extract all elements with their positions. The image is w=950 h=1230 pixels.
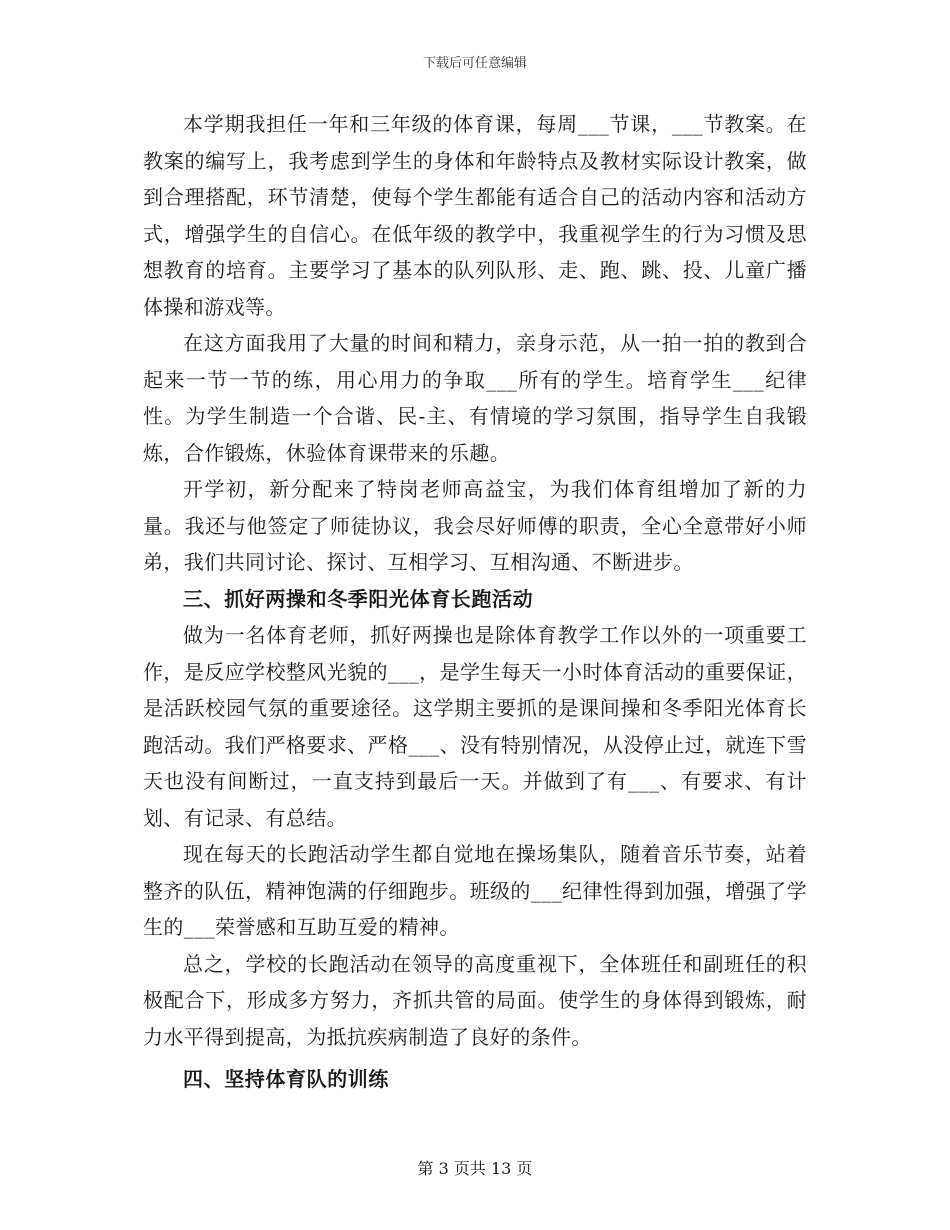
paragraph: 做为一名体育老师，抓好两操也是除体育教学工作以外的一项重要工作，是反应学校整风光貌的___，是学生每天一小时体育活动的重要保证，是活跃校园气氛的重要途径。这学期主要抓的是课间操和冬季阳光体育长跑活动。我们严格要求、严格___、没有特别情况，从没停止过，就连下雪天也没有间断过，一直支持到最后一天。并做到了有___、有要求、有计划、有记录、有总结。 (143, 623, 807, 830)
paragraph: 在这方面我用了大量的时间和精力，亲身示范，从一拍一拍的教到合起来一节一节的练，用心用力的争取___所有的学生。培育学生___纪律性。为学生制造一个合谐、民-主、有情境的学习氛围，指导学生自我锻炼，合作锻炼，休验体育课带来的乐趣。 (143, 331, 807, 465)
page-footer: 第 3 页共 13 页 (417, 1159, 533, 1178)
paragraph: 现在每天的长跑活动学生都自觉地在操场集队，随着音乐节奏，站着整齐的队伍，精神饱满的仔细跑步。班级的___纪律性得到加强，增强了学生的___荣誉感和互助互爱的精神。 (143, 842, 807, 939)
section-heading: 四、坚持体育队的训练 (183, 1067, 389, 1091)
page-header: 下载后可任意编辑 (422, 56, 527, 71)
paragraph: 本学期我担任一年和三年级的体育课，每周___节课，___节教案。在教案的编写上，我考虑到学生的身体和年龄特点及教材实际设计教案，做到合理搭配，环节清楚，使每个学生都能有适合自己的活动内容和活动方式，增强学生的自信心。在低年级的教学中，我重视学生的行为习惯及思想教育的培育。主要学习了基本的队列队形、走、跑、跳、投、儿童广播体操和游戏等。 (143, 112, 807, 319)
paragraph: 开学初，新分配来了特岗老师高益宝，为我们体育组增加了新的力量。我还与他签定了师徒协议，我会尽好师傅的职责，全心全意带好小师弟，我们共同讨论、探讨、互相学习、互相沟通、不断进步。 (143, 477, 807, 574)
paragraph: 总之，学校的长跑活动在领导的高度重视下，全体班任和副班任的积极配合下，形成多方努力，齐抓共管的局面。使学生的身体得到锻炼，耐力水平得到提高，为抵抗疾病制造了良好的条件。 (143, 951, 807, 1049)
document-body (143, 106, 807, 1098)
section-heading: 三、抓好两操和冬季阳光体育长跑活动 (183, 586, 534, 611)
